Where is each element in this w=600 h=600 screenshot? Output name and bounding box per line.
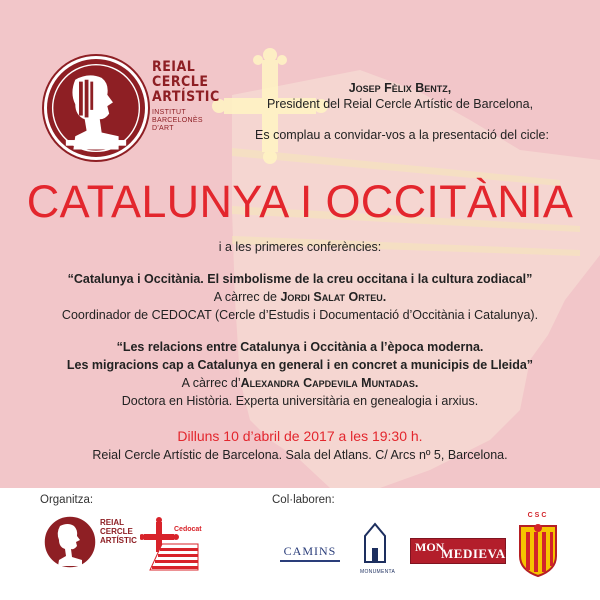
talk2-role: Doctora en Història. Experta universitària en genealogia i arxius. — [121, 394, 479, 408]
subtitle: i a les primeres conferències: — [218, 240, 382, 254]
mon-label: MON — [415, 540, 445, 554]
host-block — [230, 80, 570, 112]
collab-label: Col·laboren: — [272, 494, 335, 506]
logo-line-1: REIAL — [152, 59, 196, 75]
camins-underline — [280, 560, 340, 562]
event-title: CATALUNYA I OCCITÀNIA — [26, 176, 574, 227]
csc-label: CSC — [527, 512, 549, 519]
logo-sub-1: INSTITUT — [152, 109, 186, 116]
talk1-byline — [0, 290, 600, 304]
talk1-speaker: Jordi Salat Orteu. — [280, 290, 387, 304]
event-date: Dilluns 10 d’abril de 2017 a les 19:30 h. — [177, 428, 423, 444]
small-logo-text — [100, 518, 137, 545]
host-role: President del Reial Cercle Artístic de Barcelona, — [266, 97, 534, 111]
logo-sub-2: BARCELONÈS — [152, 117, 203, 124]
collaborator-logo-csc — [516, 512, 560, 578]
organizer-logo-reial-cercle — [42, 514, 137, 574]
talk2-byline — [0, 376, 600, 390]
camins-label: CAMINS — [283, 544, 337, 558]
talk1-role: Coordinador de CEDOCAT (Cercle d’Estudis i Documentació d’Occitània i Catalunya). — [61, 308, 539, 322]
logo-line-2: CERCLE — [152, 74, 209, 90]
talk1-title: “Catalunya i Occitània. El simbolisme de la creu occitana i la cultura zodiacal” — [67, 272, 533, 286]
event-place: Reial Cercle Artístic de Barcelona. Sala del Atlans. C/ Arcs nº 5, Barcelona. — [92, 448, 508, 462]
logo-subtitle — [152, 109, 228, 133]
reial-cercle-medallion-icon — [42, 514, 98, 570]
footer — [0, 488, 600, 600]
organizer-logo-cedocat — [140, 512, 206, 576]
logo-medallion — [44, 56, 148, 160]
small-logo-line3: ARTÍSTIC — [100, 536, 137, 545]
profile-bust-icon — [47, 59, 145, 157]
collaborator-logo-monumenta — [360, 522, 396, 578]
talk1-by-prefix: A càrrec de — [213, 290, 281, 304]
logo-line-3: ARTÍSTIC — [152, 89, 220, 105]
intro-text: Es complau a convidar-vos a la presentació del cicle: — [255, 128, 549, 142]
monumenta-label: MONUMENTA — [360, 569, 396, 575]
logo-title — [152, 60, 228, 105]
logo-sub-3: D'ART — [152, 125, 174, 132]
cedocat-label: Cedocat — [174, 526, 202, 533]
medieval-label: MEDIEVAL — [441, 546, 515, 561]
small-logo-line1: REIAL — [100, 518, 124, 527]
talk2-speaker: Alexandra Capdevila Muntadas. — [240, 376, 419, 390]
talk2-title-line1: “Les relacions entre Catalunya i Occitània a l’època moderna. — [116, 340, 484, 354]
talk2-by-prefix: A càrrec d’ — [181, 376, 241, 390]
collaborator-logo-mon-medieval — [410, 538, 515, 564]
talk2-title-line2: Les migracions cap a Catalunya en general i en concret a municipis de Lleida” — [66, 358, 534, 372]
tower-icon — [360, 522, 390, 564]
reial-cercle-logo — [44, 56, 224, 160]
cedocat-cross-icon — [140, 512, 200, 572]
collaborator-logo-camins — [274, 544, 346, 568]
organiza-label: Organitza: — [40, 494, 94, 506]
small-logo-line2: CERCLE — [100, 527, 133, 536]
shield-icon — [516, 522, 560, 578]
host-name: Josep Fèlix Bentz, — [348, 81, 452, 95]
